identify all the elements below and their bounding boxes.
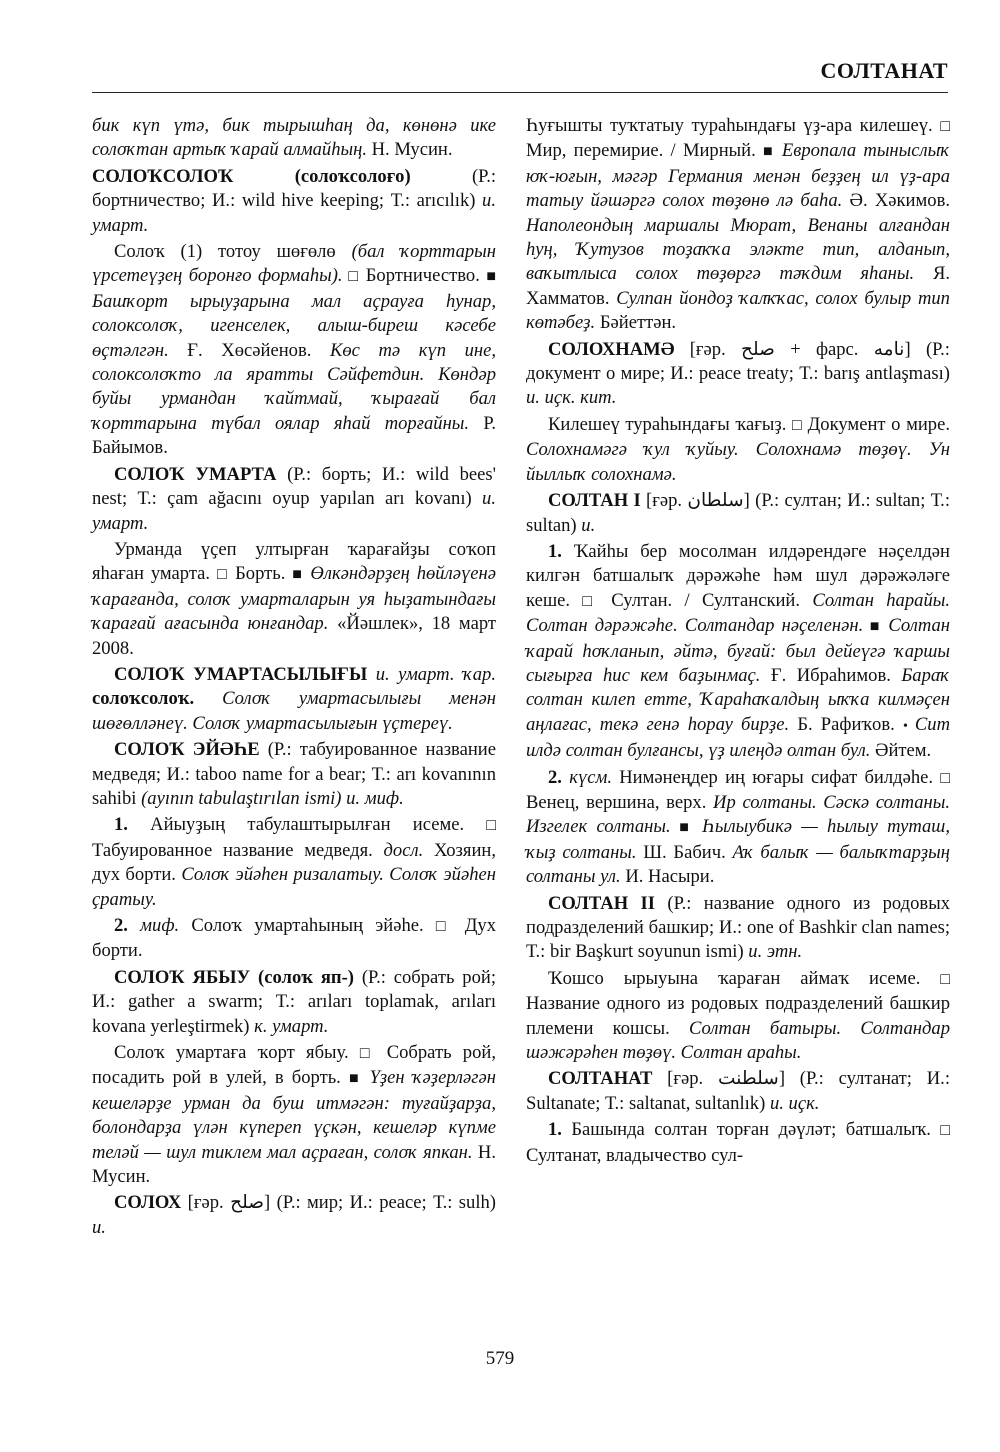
entry-headword: 1. [114,814,151,836]
entry-headword: СОЛТАНАТ [548,1068,653,1090]
entry-text: Ғ. Хөсәйенов. [168,339,330,361]
entry-paragraph [92,663,496,736]
entry-italic-text: күсм. [569,766,612,788]
entry-paragraph [92,966,496,1039]
entry-text: Әйтем. [870,740,932,762]
left-column [92,114,496,1242]
entry-text: Бәйеттән. [595,312,677,334]
entry-text: Н. Мусин. [92,1141,496,1188]
entry-paragraph [92,1191,496,1240]
translation-marker-icon: ■ [348,1070,370,1088]
entry-text: Султанат, владычество сул- [526,1144,744,1166]
translation-marker-icon: □ [940,1122,951,1140]
entry-headword: СОЛОҠ УМАРТАСЫЛЫҒЫ [114,663,368,685]
entry-italic-text: Солоҡ эйәһен ризалатыу. Солоҡ эйәһен ҫратыу. [92,864,497,910]
entry-italic-text: Аҡ балыҡ — балыҡтарҙың солтаны ул. [526,841,950,888]
entry-italic-text: Өлкәндәрҙең һөйләүенә ҡарағанда, солоҡ умарталарын уя һыҙатындағы ҡарағай ағасында юнғандар. [92,563,496,635]
entry-paragraph [526,413,950,487]
entry-headword: СОЛОҠ ЯБЫУ (солоҡ яп-) [114,966,354,988]
entry-italic-text: Сит илдә солтан булғансы, үҙ илеңдә олтан бул. [526,713,951,762]
entry-italic-text: Европала тыныслыҡ юҡ-юғын, мәгәр Германия менән беҙҙең ил үҙ-ара татыу йәшәргә солох төҙөнө лә баһа. [526,140,950,212]
entry-italic-text: досл. [383,839,424,861]
right-column [526,114,950,1170]
entry-headword: СОЛТАН I [548,490,641,512]
entry-text: Нимәнеңдер иң юғары сифат билдәһе. [611,766,941,788]
entry-text: Солоҡ (1) тотоу шөғөлө [114,241,352,263]
entry-paragraph [92,1041,496,1189]
entry-paragraph [526,1118,950,1168]
entry-headword: СОЛОҠ ЭЙӘҺЕ [114,739,260,761]
entry-italic-text: бик күп үтә, бик тырышһаң да, көнөнә ике солоҡтан артыҡ ҡарай алмайһың. [92,115,496,161]
translation-marker-icon: □ [791,416,808,434]
entry-italic-text: Солтан һарайы. Солтан дәрәжәһе. Солтандар нәҫеленән. [526,589,950,637]
translation-marker-icon: □ [940,118,950,135]
entry-paragraph [526,1067,950,1116]
entry-paragraph [526,540,950,764]
entry-italic-text: и. умарт. [92,190,496,236]
entry-paragraph [92,914,496,964]
entry-text: Собрать рой, посадить рой в улей, в борть. [92,1042,496,1089]
entry-italic-text: Һылыубикә — һылыу туташ, ҡыҙ солтаны. [526,816,950,863]
translation-marker-icon: ■ [670,819,703,837]
entry-italic-text: Солтан батыры. Солтандар шәжәрәһен төҙөү. Солтан араһы. [526,1017,950,1064]
entry-italic-text: Сулпан йондоҙ ҡалҡҡас, солох булыр тип көтәбеҙ. [526,287,950,334]
entry-paragraph [526,114,950,336]
entry-text: Солоҡ умартаһының эйәһе. [179,915,436,936]
entry-headword: СОЛОХ [114,1192,182,1214]
entry-paragraph [92,165,496,238]
entry-text: Борть. [235,563,293,585]
entry-italic-text: (ayının tabulaştırılan ismi) и. миф. [141,787,404,809]
entry-headword: 1. [548,540,574,562]
entry-italic-text: и. [92,1216,106,1238]
entry-text: Килешеү тураһындағы ҡағыҙ. [548,413,792,435]
entry-text: (Р.: борть; И.: wild bees' nest; Т.: çam ağacını oyup yapılan arı kovanı) [92,463,496,510]
entry-text: «Йәшлек», 18 март 2008. [92,613,497,659]
translation-marker-icon: ■ [863,618,889,636]
entry-text: Бортничество. [365,265,487,287]
entry-text: Айыуҙың табулаштырылған исеме. [150,814,487,836]
entry-italic-text: и. этн. [748,941,803,963]
translation-marker-icon: □ [940,769,951,787]
entry-text: И. Насыри. [620,866,715,888]
entry-italic-text: Бараҡ солтан килеп етте, Ҡараһаҡалдың ыҡҡа килмәҫен аңлағас, текә генә һорау бирҙе. [526,664,950,735]
translation-marker-icon: ■ [292,566,311,584]
entry-paragraph [526,489,950,538]
entry-paragraph [92,114,496,163]
entry-text: (Р.: табуированное название медведя; И.: taboo name for a bear; Т.: arı kovanının sahibi [92,739,496,809]
entry-italic-text: и. иҫк. [769,1092,820,1114]
entry-italic-text: Солохнамәгә ҡул ҡуйыу. Солохнамә төҙөү. Ун йыллыҡ солохнамә. [526,439,950,485]
translation-marker-icon: ■ [486,268,496,286]
entry-italic-text: и. умарт. [92,488,496,534]
translation-marker-icon: ■ [763,143,782,161]
entry-text: Султан. / Султанский. [611,589,813,611]
header-rule [92,92,948,93]
entry-paragraph [92,240,496,461]
entry-text: Р. Байымов. [92,412,496,459]
entry-text: Б. Рафиҡов. [789,713,903,735]
entry-italic-text: Башҡорт ырыуҙарына мал аҫрауға һунар, солоксолоҡ, игенселек, алыш-биреш кәсебе өҫтәлгән. [92,290,496,361]
entry-italic-text: Үҙен ҡәҙерләгән кешеләрҙе урман да буш итмәгән: туғайҙарҙа, болондарҙа үлән күпереп үҫкән, кешеләр күпме теләй — шул тиклем мал аҫраған, солоҡ япкан. [92,1067,496,1163]
entry-italic-text: и. умарт. ҡар. [367,663,496,685]
entry-text: (Р.: название одного из родовых подразделений башкир; И.: one of Bashkir clan names; Т.: bir Başkurt soyunun ismi) [526,892,950,963]
entry-paragraph [92,738,496,811]
translation-marker-icon: □ [486,817,496,835]
entry-text: Документ о мире. [807,413,950,435]
entry-italic-text: (бал ҡорттарын үрсетеүҙең боронғо формаһы). [92,241,496,287]
entry-headword: 2. [548,766,570,788]
entry-text: Дух борти. [92,915,497,962]
entry-text: Солоҡ умартаға ҡорт ябыу. [114,1042,360,1064]
translation-marker-icon: □ [435,918,465,935]
entry-italic-text: Солтан ҡарай һоҡланып, әйтә, буғай: был дейеүгә ҡаршы сығырға һис кем баҙынмаҫ. [526,615,950,686]
running-head: СОЛТАНАТ [820,58,948,83]
entry-text: Я. Хамматов. [526,263,951,309]
entry-text: Ҡошсо ырыуына ҡараған аймаҡ исеме. [548,967,941,989]
translation-marker-icon: □ [216,566,236,584]
entry-text: [ғәр. صلح] (Р.: мир; И.: peace; Т.: sulh) [181,1192,496,1214]
entry-headword: СОЛТАН II [548,892,656,914]
entry-text: Ҡайһы бер мосолман илдәрендәге нәҫелдән килгән батшалыҡ дәрәжәһе һәм шул дәрәжәләге кеше. [526,540,951,611]
entry-text: Урманда үҫеп ултырған ҡарағайҙы соҡоп яһаған умарта. [92,538,496,585]
entry-text: Название одного из родовых подразделений башкир племени кошсы. [526,993,950,1039]
entry-italic-text: и. иҫк. кит. [526,387,617,409]
entry-text: [ғәр. سلطنت] (Р.: султанат; И.: Sultanate; Т.: saltanat, sultanlık) [526,1068,950,1114]
entry-paragraph [526,766,950,890]
entry-paragraph [92,463,496,536]
entry-italic-text: Көс тә күп ине, солоксолоҡто ла яратты Сәйфетдин. Көндәр буйы урмандан ҡайтмай, ҡырағай бал ҡорттарына түбал оялар яһай торғайны. [92,339,496,434]
entry-italic-text: к. умарт. [254,1015,329,1037]
entry-text: Ш. Бабич. [636,841,733,863]
entry-paragraph [92,538,496,661]
entry-text: Хозяин, дух борти. [92,839,496,886]
entry-paragraph [92,813,496,912]
entry-text: Венец, вершина, верх. [526,791,714,813]
entry-headword: СОЛОҠ УМАРТА [114,463,277,485]
entry-text: Ә. Хәкимов. [842,190,951,212]
entry-paragraph [526,338,950,411]
proverb-bullet-icon: • [902,718,915,734]
entry-text: Һуғышты туҡтатыу тураһындағы үҙ-ара килешеү. [526,115,941,136]
entry-text: Табуированное название медведя. [92,839,384,861]
entry-headword: 2. [114,915,141,936]
entry-paragraph [526,892,950,965]
entry-italic-text: и. [581,514,596,536]
translation-marker-icon: □ [582,592,612,610]
entry-headword: СОЛОХНАМӘ [548,338,675,360]
entry-text: [ғәр. سلطان] (Р.: султан; И.: sultan; Т.: sultan) [526,490,951,536]
translation-marker-icon: □ [342,268,366,286]
entry-text: (Р.: собрать рой; И.: gather a swarm; Т.: arıları toplamak, arıları kovana yerleştirmek) [92,966,496,1037]
entry-italic-text: Наполеондың маршалы Мюрат, Венаны алғандан һуң, Ҡутузов тоҙаҡҡа эләкте тип, алданып, ваҡытлыса солох төҙөргә тәҡдим яһаны. [526,214,950,285]
entry-italic-text: Солоҡ умартасылығы менән шөғөлләнеү. Солоҡ умартасылығын үҫтереү. [92,688,496,734]
translation-marker-icon: □ [359,1045,387,1063]
entry-headword: СОЛОҠСОЛОҠ (солоҡсолоғо) [92,165,411,187]
entry-headword: солоҡсолоҡ. [92,688,195,710]
entry-italic-text: миф. [140,915,180,936]
page-number: 579 [485,1348,515,1369]
entry-text: Мир, перемирие. / Мирный. [526,140,764,162]
entry-text: [ғәр. صلح + фарс. نامه] (Р.: документ о мире; И.: peace treaty; Т.: barış antlaşması) [526,338,950,385]
entry-text: Ғ. Ибраһимов. [760,664,902,686]
entry-text: Башында солтан торған дәүләт; батшалыҡ. [571,1119,941,1141]
entry-text: Н. Мусин. [366,139,453,161]
translation-marker-icon: □ [940,970,950,988]
entry-text: (Р.: бортничество; И.: wild hive keeping; Т.: arıcılık) [92,165,497,212]
entry-italic-text: Ир солтаны. Сәскә солтаны. Изгелек солтаны. [526,791,950,838]
entry-headword: 1. [548,1119,572,1141]
entry-paragraph [526,967,950,1066]
